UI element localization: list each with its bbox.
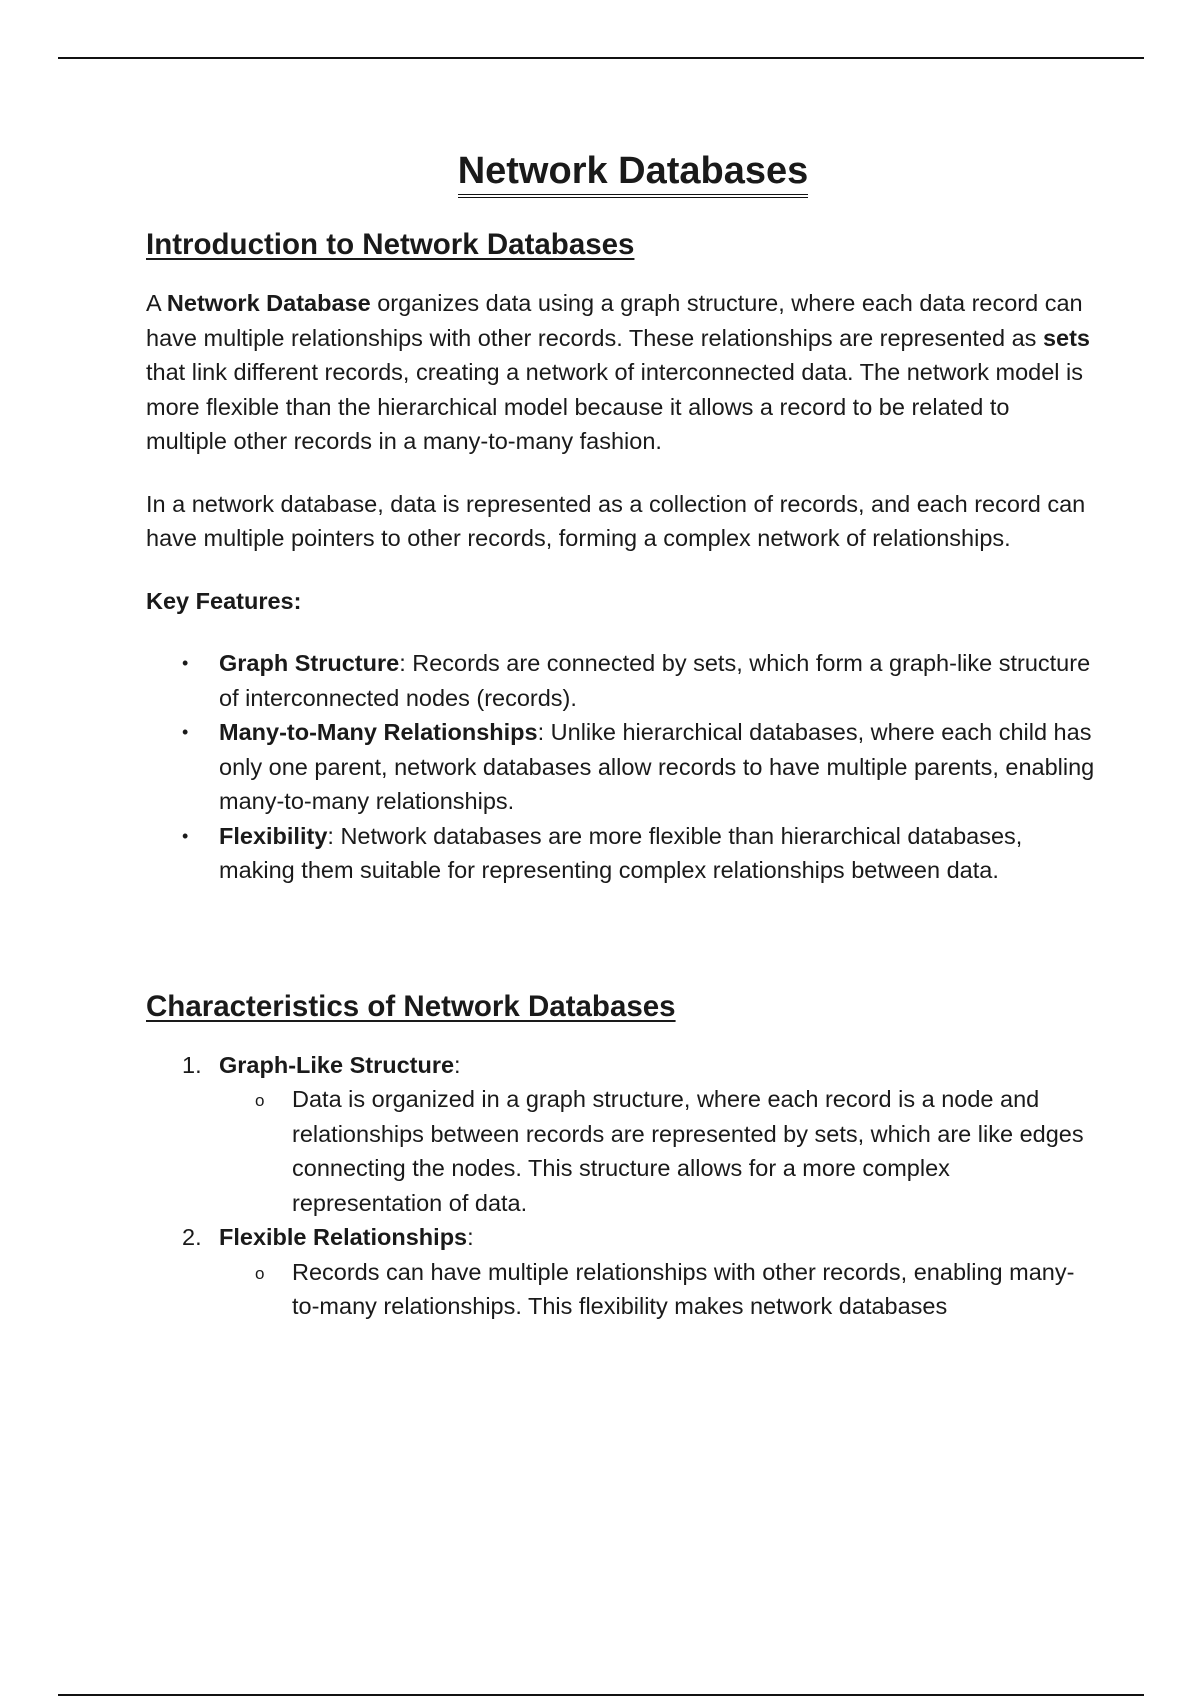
intro-paragraph-2: In a network database, data is represented as a collection of records, and each record can have multiple pointers to other records, forming a complex network of relationships. xyxy=(146,490,1086,551)
section-heading-characteristics-text: Characteristics of Network Databases xyxy=(146,989,676,1023)
section-heading-introduction-text: Introduction to Network Databases xyxy=(146,228,635,261)
characteristic-sublist xyxy=(219,1082,1096,1220)
list-item xyxy=(146,819,1096,888)
key-features-label: Key Features: xyxy=(146,587,302,614)
characteristic-term: Flexible Relationships xyxy=(219,1224,468,1250)
intro-p1-text-1: A xyxy=(146,290,167,316)
list-item xyxy=(219,1082,1096,1220)
bullet-icon: • xyxy=(182,653,189,673)
list-number: 1. xyxy=(182,1051,202,1078)
list-item xyxy=(219,1255,1096,1324)
intro-p1-text-3: that link different records, creating a network of interconnected data. The network model is more flexible than the hierarchical model because it allows a record to be related to multiple other records in a many-to-many fashion. xyxy=(146,359,1084,454)
characteristic-sublist xyxy=(219,1255,1096,1324)
feature-text: : Network databases are more flexible than hierarchical databases, making them suitable for representing complex relationships between data. xyxy=(219,822,1023,883)
intro-paragraph-1 xyxy=(146,286,1096,459)
characteristic-detail: Records can have multiple relationships with other records, enabling many-to-many relationships. This flexibility makes network databases xyxy=(292,1258,1075,1319)
intro-p1-bold-sets: sets xyxy=(1042,324,1091,351)
document-body xyxy=(146,148,1096,1324)
key-features-list xyxy=(146,646,1096,888)
intro-p1-bold-term: Network Database xyxy=(166,290,371,316)
characteristics-list xyxy=(146,1048,1096,1324)
characteristic-colon: : xyxy=(467,1224,474,1250)
bullet-icon: • xyxy=(182,825,189,846)
header-rule xyxy=(58,57,1144,59)
page-title xyxy=(170,148,1096,198)
list-item xyxy=(146,1048,1096,1221)
feature-term: Flexibility xyxy=(219,822,328,849)
section-heading-characteristics xyxy=(146,988,1096,1026)
list-number: 2. xyxy=(182,1224,202,1250)
characteristic-detail: Data is organized in a graph structure, where each record is a node and relationships between records are represented by sets, which are like edges connecting the nodes. This structure allows for a more complex representation of data. xyxy=(292,1086,1084,1216)
feature-text: : Records are connected by sets, which form a graph-like structure of interconnected nodes (records). xyxy=(219,650,1091,711)
feature-text: : Unlike hierarchical databases, where each child has only one parent, network databases allow records to have multiple parents, enabling many-to-many relationships. xyxy=(219,719,1095,814)
bullet-icon: • xyxy=(182,722,189,742)
list-item xyxy=(146,646,1096,715)
feature-term: Many-to-Many Relationships xyxy=(219,719,538,745)
section-heading-introduction xyxy=(146,226,1096,264)
intro-p1-text-2: organizes data using a graph structure, where each data record can have multiple relationships with other records. These relationships are represented as xyxy=(146,290,1083,351)
circle-bullet-icon: o xyxy=(255,1091,265,1110)
circle-bullet-icon: o xyxy=(255,1263,265,1283)
footer-rule xyxy=(58,1694,1144,1696)
page-title-text: Network Databases xyxy=(458,148,809,198)
section-spacer xyxy=(146,888,1096,988)
characteristic-term: Graph-Like Structure xyxy=(219,1051,455,1078)
characteristic-colon: : xyxy=(454,1051,461,1078)
feature-term: Graph Structure xyxy=(219,650,400,676)
list-item xyxy=(146,715,1096,819)
list-item xyxy=(146,1220,1096,1324)
